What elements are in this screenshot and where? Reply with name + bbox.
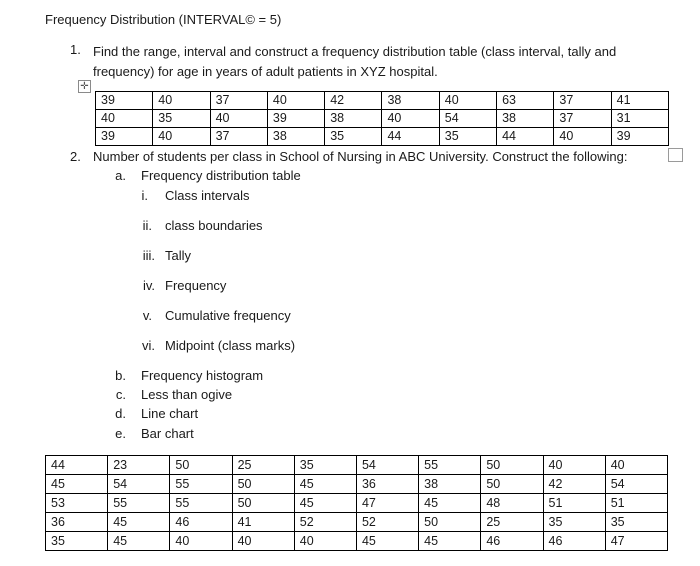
table-cell: 47: [356, 494, 418, 513]
table-cell: 40: [210, 110, 267, 128]
table-cell: 42: [543, 475, 605, 494]
item-iv-text: Frequency: [165, 278, 227, 293]
table-cell: 39: [96, 92, 153, 110]
table-cell: 35: [325, 128, 382, 146]
table-cell: 44: [497, 128, 554, 146]
table-cell: 40: [439, 92, 496, 110]
item-b-text: Frequency histogram: [141, 368, 264, 383]
table-cell: 45: [108, 513, 170, 532]
table-cell: 36: [356, 475, 418, 494]
table-cell: 41: [611, 92, 668, 110]
table-cell: 45: [294, 494, 356, 513]
table-cell: 37: [554, 110, 611, 128]
table-cell: 50: [481, 456, 543, 475]
item-d-text: Line chart: [141, 406, 199, 421]
item-v-text: Cumulative frequency: [165, 308, 291, 323]
item-e-text: Bar chart: [141, 426, 194, 441]
table-cell: 40: [267, 92, 324, 110]
table-cell: 40: [382, 110, 439, 128]
item-c-label: c.: [115, 387, 126, 402]
table-cell: 55: [170, 494, 232, 513]
table-row: [96, 92, 669, 110]
table-cell: 37: [210, 92, 267, 110]
item-vi-text: Midpoint (class marks): [165, 338, 296, 353]
item-iii-text: Tally: [165, 248, 192, 263]
table-row: [46, 532, 668, 551]
table-cell: 39: [267, 110, 324, 128]
table-cell: 38: [325, 110, 382, 128]
move-arrows-icon[interactable]: ✛: [78, 80, 91, 93]
table-cell: 45: [419, 532, 481, 551]
table-cell: 54: [605, 475, 667, 494]
table-cell: 38: [419, 475, 481, 494]
table-cell: 35: [153, 110, 210, 128]
item-a-label: a.: [115, 168, 126, 183]
table-cell: 37: [554, 92, 611, 110]
question-1-text: Find the range, interval and construct a frequency distribution table (class interval, tally and frequency) for age in years of adult patients in XYZ hospital.: [93, 44, 617, 79]
table-cell: 53: [46, 494, 108, 513]
table-cell: 35: [439, 128, 496, 146]
table-cell: 45: [356, 532, 418, 551]
table-cell: 35: [46, 532, 108, 551]
table-cell: 55: [170, 475, 232, 494]
patient-age-table: [95, 91, 669, 146]
table-cell: 31: [611, 110, 668, 128]
table-cell: 55: [419, 456, 481, 475]
table-cell: 36: [46, 513, 108, 532]
item-e-label: e.: [115, 426, 126, 441]
table-cell: 35: [543, 513, 605, 532]
table-cell: 50: [481, 475, 543, 494]
table-cell: 41: [232, 513, 294, 532]
table-cell: 46: [170, 513, 232, 532]
table-cell: 25: [481, 513, 543, 532]
table-cell: 38: [267, 128, 324, 146]
table-row: [96, 110, 669, 128]
table-cell: 52: [356, 513, 418, 532]
item-iv-label: iv.: [142, 278, 155, 293]
table-cell: 44: [382, 128, 439, 146]
table-cell: 48: [481, 494, 543, 513]
table-cell: 23: [108, 456, 170, 475]
table-cell: 42: [325, 92, 382, 110]
table-cell: 50: [170, 456, 232, 475]
item-v-label: v.: [142, 308, 152, 323]
table-cell: 37: [210, 128, 267, 146]
question-1-number: 1.: [70, 42, 81, 57]
question-2-text: Number of students per class in School of Nursing in ABC University. Construct the following:: [93, 149, 628, 164]
table-cell: 25: [232, 456, 294, 475]
item-vi-label: vi.: [142, 338, 155, 353]
table-cell: 51: [605, 494, 667, 513]
table-cell: 46: [481, 532, 543, 551]
question-2-number: 2.: [70, 149, 81, 164]
table-cell: 54: [439, 110, 496, 128]
item-ii-text: class boundaries: [165, 218, 263, 233]
table-cell: 45: [108, 532, 170, 551]
table-cell: 47: [605, 532, 667, 551]
table-cell: 40: [153, 128, 210, 146]
table-cell: 40: [170, 532, 232, 551]
page-title: Frequency Distribution (INTERVAL© = 5): [45, 12, 282, 27]
table-cell: 54: [108, 475, 170, 494]
table-cell: 46: [543, 532, 605, 551]
table-cell: 40: [605, 456, 667, 475]
table-cell: 40: [543, 456, 605, 475]
paragraph-end-box: [668, 148, 683, 162]
table-cell: 50: [232, 494, 294, 513]
table-row: [46, 494, 668, 513]
table-cell: 38: [497, 110, 554, 128]
table-cell: 39: [96, 128, 153, 146]
item-d-label: d.: [115, 406, 126, 421]
item-a-text: Frequency distribution table: [141, 168, 301, 183]
table-cell: 51: [543, 494, 605, 513]
table-cell: 35: [605, 513, 667, 532]
table-cell: 45: [294, 475, 356, 494]
item-i-label: i.: [141, 188, 148, 203]
table-cell: 45: [46, 475, 108, 494]
table-cell: 40: [96, 110, 153, 128]
table-cell: 63: [497, 92, 554, 110]
item-i-text: Class intervals: [165, 188, 250, 203]
table-cell: 54: [356, 456, 418, 475]
item-c-text: Less than ogive: [141, 387, 233, 402]
table-cell: 40: [294, 532, 356, 551]
table-cell: 40: [153, 92, 210, 110]
table-cell: 40: [554, 128, 611, 146]
students-per-class-table: [45, 455, 668, 551]
item-iii-label: iii.: [142, 248, 155, 263]
table-row: [46, 475, 668, 494]
table-cell: 45: [419, 494, 481, 513]
table-cell: 38: [382, 92, 439, 110]
table-cell: 55: [108, 494, 170, 513]
table-cell: 50: [419, 513, 481, 532]
table-cell: 52: [294, 513, 356, 532]
table-row: [46, 513, 668, 532]
table-cell: 40: [232, 532, 294, 551]
table-row: [96, 128, 669, 146]
item-ii-label: ii.: [142, 218, 152, 233]
item-b-label: b.: [115, 368, 126, 383]
table-cell: 35: [294, 456, 356, 475]
table-cell: 44: [46, 456, 108, 475]
table-row: [46, 456, 668, 475]
table-cell: 50: [232, 475, 294, 494]
table-cell: 39: [611, 128, 668, 146]
